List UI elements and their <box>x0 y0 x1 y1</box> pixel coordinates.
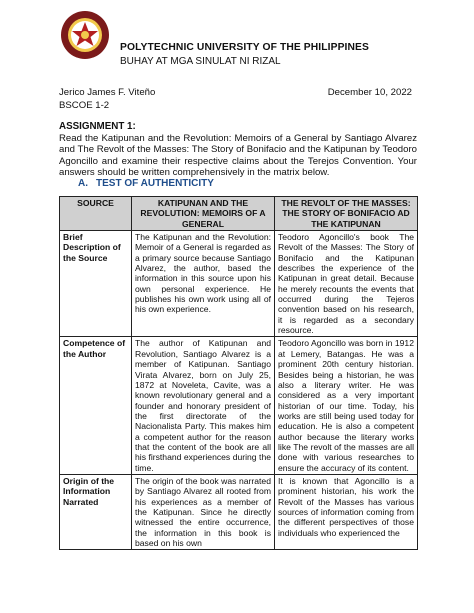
document-header <box>0 0 474 88</box>
table-cell: The Katipunan and the Revolution: Memoir of a General is regarded as a primary source because Santiago Alvarez, the author, based the information in this source upon his own personal experience. He publishes his own work using all of his own experience. <box>132 231 275 337</box>
table-header-row <box>60 197 418 231</box>
column-header-alvarez: KATIPUNAN AND THE REVOLUTION: MEMOIRS OF A GENERAL <box>132 197 275 231</box>
university-name: POLYTECHNIC UNIVERSITY OF THE PHILIPPINES <box>120 42 369 53</box>
student-section: BSCOE 1-2 <box>59 100 110 111</box>
table-row <box>60 231 418 337</box>
document-date: December 10, 2022 <box>327 87 412 98</box>
table-cell: The origin of the book was narrated by Santiago Alvarez all rooted from his experiences as a member of the Katipunan. Since he directly witnessed the entire occurrence, the information in this book is based on his own <box>132 474 275 549</box>
section-heading <box>78 178 214 189</box>
row-label: Origin of the Information Narrated <box>60 474 132 549</box>
course-title: BUHAY AT MGA SINULAT NI RIZAL <box>120 56 281 67</box>
assignment-title: ASSIGNMENT 1: <box>59 121 136 132</box>
table-cell: Teodoro Agoncillo was born in 1912 at Lemery, Batangas. He was a prominent 20th century historian. Besides being a historian, he was also a literary writer. He was considered as a very important historian of our time. Today, his works are still being used today for education. He is also a competent author because the literary works like The revolt of the masses are all done with various researches to ensure the accuracy of its content. <box>275 337 418 474</box>
table-row <box>60 474 418 549</box>
row-label: Brief Description of the Source <box>60 231 132 337</box>
section-title: TEST OF AUTHENTICITY <box>96 178 214 189</box>
section-letter: A. <box>78 178 88 189</box>
column-header-source: SOURCE <box>60 197 132 231</box>
student-name: Jerico James F. Viteño <box>59 87 156 98</box>
row-label: Competence of the Author <box>60 337 132 474</box>
table-cell: Teodoro Agoncillo's book The Revolt of the Masses: The Story of Bonifacio and the Katipunan describes the experience of the Katipunan in great detail. Because he merely recounts the events that occurred during the Tejeros convention based on his research, it is regarded as a secondary resource. <box>275 231 418 337</box>
university-seal-logo <box>60 10 110 60</box>
table-row <box>60 337 418 474</box>
assignment-instructions: Read the Katipunan and the Revolution: Memoirs of a General by Santiago Alvarez and The Revolt of the Masses: The Story of Bonifacio and the Katipunan by Teodoro Agoncillo and examine their respective claims about the Terejos Convention. Your answers should be written comprehensively in the matrix below. <box>59 133 417 179</box>
table-cell: The author of Katipunan and Revolution, Santiago Alvarez is a member of Katipunan. Santiago Virata Alvarez, born on July 25, 1872 at Noveleta, Cavite, was a known revolutionary general and a founder and honorary president of the first directorate of the Nacionalista Party. This makes him a competent author for the reason that the content of the book are all his firsthand experiences during the time. <box>132 337 275 474</box>
authenticity-matrix <box>59 196 418 550</box>
column-header-agoncillo: THE REVOLT OF THE MASSES: THE STORY OF BONIFACIO AD THE KATIPUNAN <box>275 197 418 231</box>
table-cell: It is known that Agoncillo is a prominent historian, his work the Revolt of the Masses has various sources of information coming from the different perspectives of those individuals who experienced the <box>275 474 418 549</box>
